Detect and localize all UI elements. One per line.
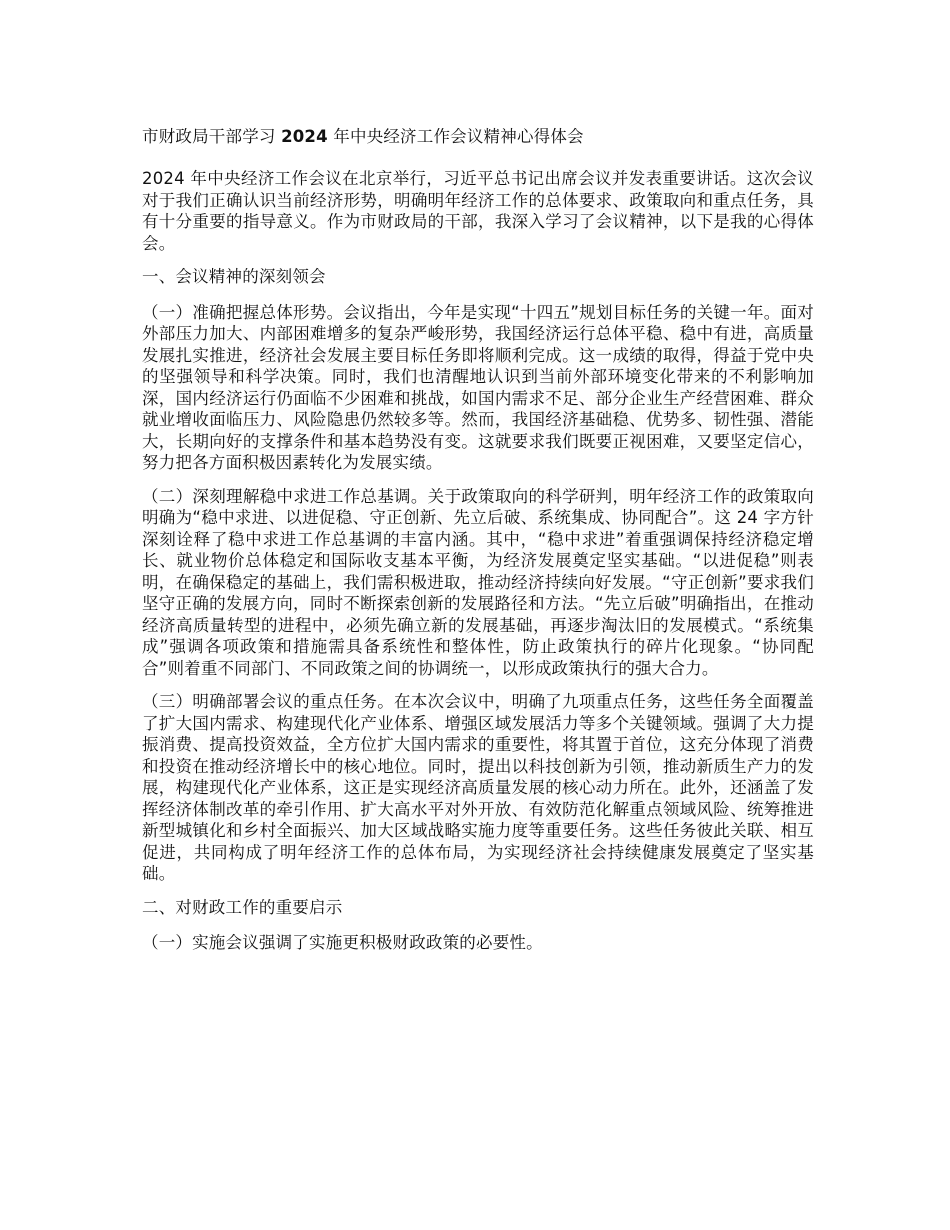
section-heading-2: 二、对财政工作的重要启示	[142, 897, 343, 917]
title-suffix: 年中央经济工作会议精神心得体会	[333, 127, 584, 146]
title-year: 2024	[281, 127, 328, 146]
paragraph-key-tasks: （三）明确部署会议的重点任务。在本次会议中，明确了九项重点任务，这些任务全面覆盖了扩大国内需求、构建现代化产业体系、增强区域发展活力等多个关键领域。强调了大力提振消费、提高投资效益，全方位扩大国内需求的重要性，将其置于首位，这充分体现了消费和投资在推动经济增长中的核心地位。同时，提出以科技创新为引领，推动新质生产力的发展，构建现代化产业体系，这正是实现经济高质量发展的核心动力所在。此外，还涵盖了发挥经济体制改革的牵引作用、扩大高水平对外开放、有效防范化解重点领域风险、统筹推进新型城镇化和乡村全面振兴、加大区域战略实施力度等重要任务。这些任务彼此关联、相互促进，共同构成了明年经济工作的总体布局，为实现经济社会持续健康发展奠定了坚实基础。	[142, 692, 814, 883]
document-page	[142, 126, 814, 966]
paragraph-work-keynote: （二）深刻理解稳中求进工作总基调。关于政策取向的科学研判，明年经济工作的政策取向明确为“稳中求进、以进促稳、守正创新、先立后破、系统集成、协同配合”。这 24 字方针深刻诠释了稳中求进工作总基调的丰富内涵。其中，“稳中求进”着重强调保持经济稳定增长、就业物价总体稳定和国际收支基本平衡，为经济发展奠定坚实基础。“以进促稳”则表明，在确保稳定的基础上，我们需积极进取，推动经济持续向好发展。“守正创新”要求我们坚守正确的发展方向，同时不断探索创新的发展路径和方法。“先立后破”明确指出，在推动经济高质量转型的进程中，必须先确立新的发展基础，再逐步淘汰旧的发展模式。“系统集成”强调各项政策和措施需具备系统性和整体性，防止政策执行的碎片化现象。“协同配合”则着重不同部门、不同政策之间的协调统一，以形成政策执行的强大合力。	[142, 486, 814, 678]
document-title	[142, 126, 814, 148]
section-heading-1: 一、会议精神的深刻领会	[142, 267, 326, 286]
title-prefix: 市财政局干部学习	[142, 127, 276, 146]
paragraph-fiscal-policy: （一）实施会议强调了实施更积极财政政策的必要性。	[142, 933, 543, 952]
intro-paragraph: 2024 年中央经济工作会议在北京举行，习近平总书记出席会议并发表重要讲话。这次会议对于我们正确认识当前经济形势，明确明年经济工作的总体要求、政策取向和重点任务，具有十分重要的指导意义。作为市财政局的干部，我深入学习了会议精神，以下是我的心得体会。	[142, 169, 814, 253]
paragraph-overall-situation: （一）准确把握总体形势。会议指出，今年是实现“十四五”规划目标任务的关键一年。面对外部压力加大、内部困难增多的复杂严峻形势，我国经济运行总体平稳、稳中有进，高质量发展扎实推进，经济社会发展主要目标任务即将顺利完成。这一成绩的取得，得益于党中央的坚强领导和科学决策。同时，我们也清醒地认识到当前外部环境变化带来的不利影响加深，国内经济运行仍面临不少困难和挑战，如国内需求不足、部分企业生产经营困难、群众就业增收面临压力、风险隐患仍然较多等。然而，我国经济基础稳、优势多、韧性强、潜能大，长期向好的支撑条件和基本趋势没有变。这就要求我们既要正视困难，又要坚定信心，努力把各方面积极因素转化为发展实绩。	[142, 302, 814, 472]
